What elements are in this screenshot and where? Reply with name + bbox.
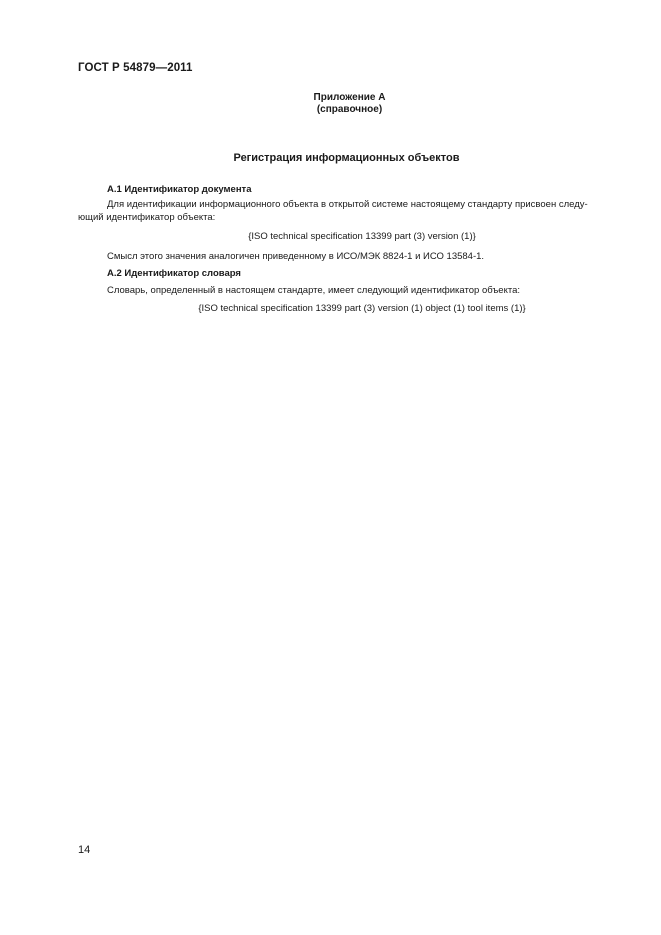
page-number: 14 bbox=[78, 844, 91, 856]
a1-paragraph-line1: Для идентификации информационного объекта в открытой системе настоящему стандарту присвоен следу- bbox=[107, 199, 588, 210]
appendix-title: Приложение А bbox=[313, 92, 386, 103]
a1-meaning: Смысл этого значения аналогичен приведенному в ИСО/МЭК 8824-1 и ИСО 13584-1. bbox=[107, 251, 485, 262]
a1-identifier: {ISO technical specification 13399 part (3) version (1)} bbox=[248, 231, 476, 242]
a2-paragraph: Словарь, определенный в настоящем стандарте, имеет следующий идентификатор объекта: bbox=[107, 285, 520, 296]
appendix-subtitle: (справочное) bbox=[316, 104, 383, 115]
a1-paragraph-line2: ющий идентификатор объекта: bbox=[78, 212, 216, 223]
a2-identifier: {ISO technical specification 13399 part (3) version (1) object (1) tool items (1)} bbox=[198, 303, 526, 314]
appendix-heading bbox=[0, 92, 661, 116]
document-code: ГОСТ Р 54879—2011 bbox=[78, 62, 193, 74]
section-title: Регистрация информационных объектов bbox=[233, 152, 460, 164]
a1-heading: А.1 Идентификатор документа bbox=[107, 184, 252, 195]
a2-heading: А.2 Идентификатор словаря bbox=[107, 268, 241, 279]
